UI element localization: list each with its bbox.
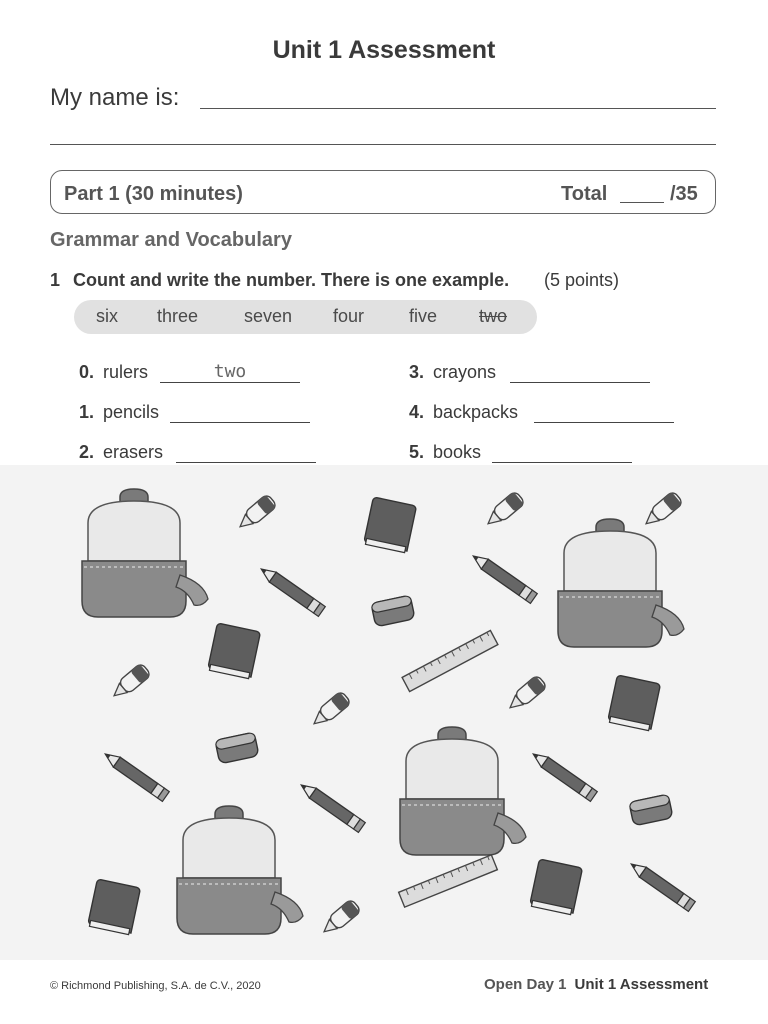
answer-line[interactable] xyxy=(176,462,316,463)
answer-line[interactable] xyxy=(510,382,650,383)
total-score-field[interactable] xyxy=(620,202,664,203)
word-bank-item: seven xyxy=(244,306,293,326)
objects-illustration xyxy=(0,465,768,960)
book-icon xyxy=(87,879,140,935)
total-max: /35 xyxy=(670,183,698,205)
answer-line[interactable] xyxy=(170,422,310,423)
name-input-line[interactable] xyxy=(200,108,716,109)
item-number: 1. xyxy=(78,402,94,422)
word-bank-item: five xyxy=(409,306,438,326)
book-icon xyxy=(607,675,660,731)
section-title: Grammar and Vocabulary xyxy=(50,229,292,251)
item-label: rulers xyxy=(103,362,149,382)
name-label: My name is: xyxy=(50,84,180,111)
total-label: Total xyxy=(561,183,608,205)
footer-unit: Unit 1 Assessment xyxy=(574,976,709,993)
item-label: pencils xyxy=(103,402,160,422)
item-number: 4. xyxy=(408,402,424,422)
answer-line[interactable] xyxy=(492,462,632,463)
item-number: 0. xyxy=(78,362,94,382)
question-instruction: Count and write the number. There is one example. xyxy=(73,270,510,290)
answer-line[interactable] xyxy=(534,422,674,423)
book-icon xyxy=(207,623,260,679)
item-number: 5. xyxy=(408,442,424,462)
item-number: 3. xyxy=(408,362,424,382)
part-title: Part 1 (30 minutes) xyxy=(64,183,243,205)
word-bank-item: six xyxy=(96,306,118,326)
question-number: 1 xyxy=(50,270,61,290)
copyright: © Richmond Publishing, S.A. de C.V., 2020 xyxy=(50,980,261,992)
item-label: backpacks xyxy=(433,402,519,422)
item-label: crayons xyxy=(433,362,497,382)
item-label: erasers xyxy=(103,442,164,462)
book-icon xyxy=(529,859,582,915)
footer-open-day: Open Day 1 xyxy=(484,976,567,993)
word-bank-item: four xyxy=(333,306,365,326)
footer-title xyxy=(484,976,708,993)
item-number: 2. xyxy=(78,442,94,462)
page-title: Unit 1 Assessment xyxy=(272,36,496,64)
name-input-line-2[interactable] xyxy=(50,144,716,145)
word-bank xyxy=(74,300,537,334)
answer-line[interactable] xyxy=(160,382,300,383)
book-icon xyxy=(363,497,416,553)
word-bank-item-struck: two xyxy=(479,306,508,326)
example-answer: two xyxy=(213,361,247,382)
item-label: books xyxy=(433,442,482,462)
question-points: (5 points) xyxy=(544,270,620,290)
word-bank-item: three xyxy=(157,306,199,326)
